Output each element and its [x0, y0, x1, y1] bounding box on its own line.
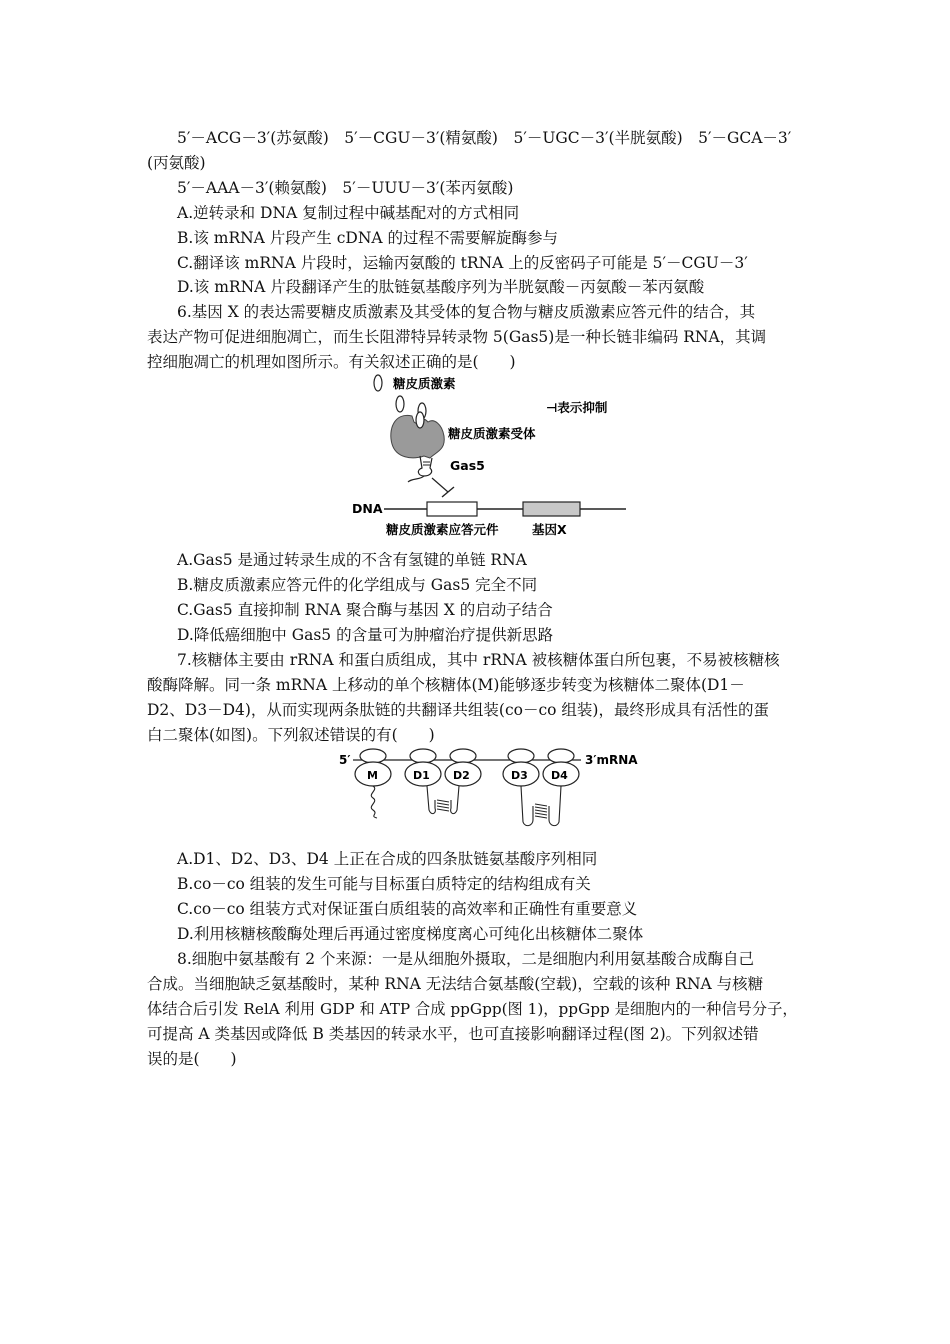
assembled-dimer-icon [535, 804, 547, 818]
q6-option-a: A.Gas5 是通过转录生成的不含有氢键的单链 RNA [177, 551, 527, 569]
q6-option-b: B.糖皮质激素应答元件的化学组成与 Gas5 完全不同 [177, 576, 538, 594]
hormone-molecule-icon [396, 396, 404, 412]
inhibition-arrow [432, 478, 448, 492]
q7-stem-line-4: 白二聚体(如图)。下列叙述错误的有( ) [147, 726, 435, 744]
ribosome-d1-label: D1 [413, 769, 430, 782]
response-element-box [427, 502, 477, 516]
q5-option-c: C.翻译该 mRNA 片段时，运输丙氨酸的 tRNA 上的反密码子可能是 5′－CGU－3′ [177, 254, 748, 272]
q6-option-c: C.Gas5 直接抑制 RNA 聚合酶与基因 X 的启动子结合 [177, 601, 553, 619]
assembling-chains-icon [437, 800, 449, 811]
ribosome-small-subunit-icon [360, 749, 386, 763]
inhibition-legend: ⊣表示抑制 [546, 400, 608, 415]
gas5-label: Gas5 [450, 458, 485, 473]
q5-option-b: B.该 mRNA 片段产生 cDNA 的过程不需要解旋酶参与 [177, 229, 559, 247]
bound-hormone-icon [416, 412, 424, 428]
nascent-chain-icon [371, 786, 377, 818]
ribosome-dimer-figure [335, 744, 645, 834]
ribosome-d3-label: D3 [511, 769, 528, 782]
receptor-label: 糖皮质激素受体 [448, 426, 536, 441]
q7-option-b: B.co－co 组装的发生可能与目标蛋白质特定的结构组成有关 [177, 875, 591, 893]
gas5-hairpin-icon [418, 456, 432, 476]
ribosome-m-label: M [367, 769, 378, 782]
q6-stem-line-1: 6.基因 X 的表达需要糖皮质激素及其受体的复合物与糖皮质激素应答元件的结合，其 [177, 303, 756, 321]
q7-stem-line-2: 酸酶降解。同一条 mRNA 上移动的单个核糖体(M)能够逐步转变为核糖体二聚体(D1－ [147, 676, 745, 694]
q8-stem-line-1: 8.细胞中氨基酸有 2 个来源：一是从细胞外摄取，二是细胞内利用氨基酸合成酶自己 [177, 950, 755, 968]
codon-line-2: 5′－AAA－3′(赖氨酸) 5′－UUU－3′(苯丙氨酸) [177, 179, 514, 197]
q7-option-d: D.利用核糖核酸酶处理后再通过密度梯度离心可纯化出核糖体二聚体 [177, 925, 644, 943]
ribosome-d4-label: D4 [551, 769, 568, 782]
q7-option-a: A.D1、D2、D3、D4 上正在合成的四条肽链氨基酸序列相同 [177, 850, 598, 868]
codon-line-1: 5′－ACG－3′(苏氨酸) 5′－CGU－3′(精氨酸) 5′－UGC－3′(半胱氨酸) 5′－GCA－3′ [177, 129, 792, 147]
q8-stem-line-5: 误的是( ) [147, 1050, 237, 1068]
hormone-label: 糖皮质激素 [393, 376, 456, 391]
q5-option-d: D.该 mRNA 片段翻译产生的肽链氨基酸序列为半胱氨酸－丙氨酸－苯丙氨酸 [177, 278, 705, 296]
q6-stem-line-2: 表达产物可促进细胞凋亡，而生长阻滞特异转录物 5(Gas5)是一种长链非编码 RNA，其调 [147, 328, 767, 346]
ribosome-d2-label: D2 [453, 769, 470, 782]
q7-stem-line-3: D2、D3－D4)，从而实现两条肽链的共翻译共组装(co－co 组装)，最终形成具有活性的蛋 [147, 701, 769, 719]
q8-stem-line-3: 体结合后引发 RelA 利用 GDP 和 ATP 合成 ppGpp(图 1)，ppGpp 是细胞内的一种信号分子， [147, 1000, 798, 1018]
dna-label: DNA [352, 501, 383, 516]
q7-stem-line-1: 7.核糖体主要由 rRNA 和蛋白质组成，其中 rRNA 被核糖体蛋白所包裹，不易被核糖核 [177, 651, 780, 669]
gene-x-box [523, 502, 580, 516]
q6-option-d: D.降低癌细胞中 Gas5 的含量可为肿瘤治疗提供新思路 [177, 626, 554, 644]
q8-stem-line-4: 可提高 A 类基因或降低 B 类基因的转录水平，也可直接影响翻译过程(图 2)。下列叙述错 [147, 1025, 759, 1043]
mrna-5-prime-label: 5′ [339, 753, 351, 767]
hormone-molecule-icon [374, 375, 382, 391]
q5-option-a: A.逆转录和 DNA 复制过程中碱基配对的方式相同 [177, 204, 520, 222]
response-element-label: 糖皮质激素应答元件 [386, 522, 499, 537]
codon-line-1-continued: (丙氨酸) [147, 154, 206, 172]
gas5-mechanism-figure [350, 372, 640, 544]
mrna-3-prime-label: 3′mRNA [585, 753, 638, 767]
gene-x-label: 基因X [532, 522, 567, 537]
q7-option-c: C.co－co 组装方式对保证蛋白质组装的高效率和正确性有重要意义 [177, 900, 638, 918]
q6-stem-line-3: 控细胞凋亡的机理如图所示。有关叙述正确的是( ) [147, 353, 516, 371]
q8-stem-line-2: 合成。当细胞缺乏氨基酸时，某种 RNA 无法结合氨基酸(空载)，空载的该种 RNA 与核糖 [147, 975, 764, 993]
